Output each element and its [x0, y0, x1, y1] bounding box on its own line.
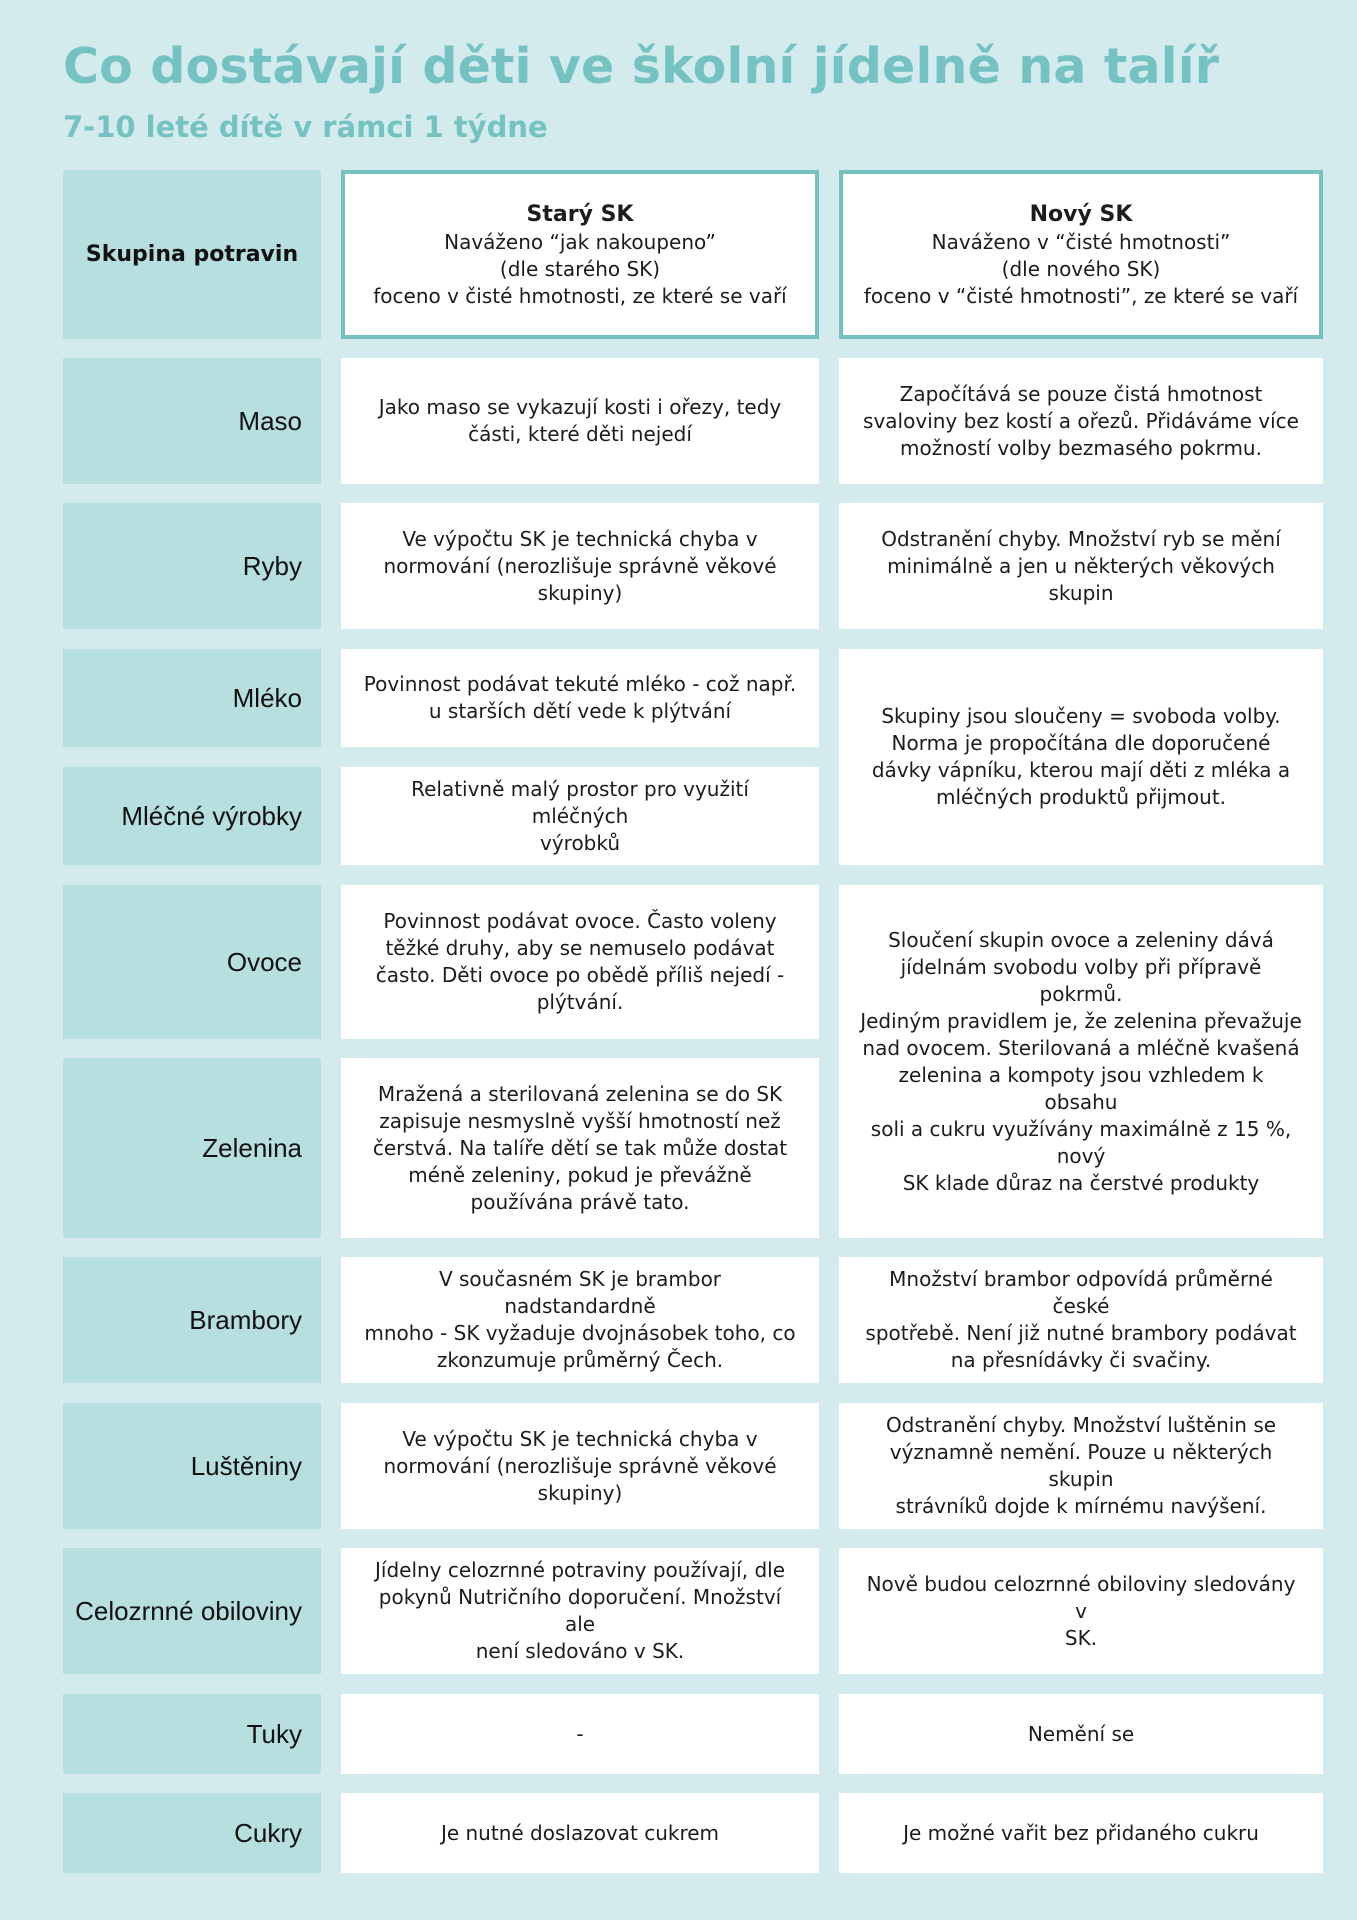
header-old-line3: foceno v čisté hmotnosti, ze které se vaří [373, 283, 787, 308]
header-old-sk [341, 170, 819, 339]
row-tuky-new: Nemění se [839, 1694, 1323, 1774]
row-mlecne-vyrobky-old: Relativně malý prostor pro využití mléčných výrobků [341, 767, 819, 865]
header-group-label: Skupina potravin [63, 170, 321, 339]
row-brambory-new: Množství brambor odpovídá průměrné české spotřebě. Není již nutné brambory podávat na přesnídávky či svačiny. [839, 1257, 1323, 1383]
row-ovoce-zelenina-new: Sloučení skupin ovoce a zeleniny dává jídelnám svobodu volby při přípravě pokrmů. Jediným pravidlem je, že zelenina převažuje nad ovocem. Sterilovaná a mléčně kvašená zelenina a kompoty jsou vzhledem k obsahu soli a cukru využívány maximálně z 15 %, nový SK klade důraz na čerstvé produkty [839, 885, 1323, 1238]
page-subtitle: 7-10 leté dítě v rámci 1 týdne [63, 110, 548, 144]
header-new-line1: Naváženo v “čisté hmotnosti” [931, 229, 1231, 254]
row-lusteniny-old: Ve výpočtu SK je technická chyba v normování (nerozlišuje správně věkové skupiny) [341, 1403, 819, 1529]
header-new-heading: Nový SK [1029, 201, 1133, 227]
row-ryby-old: Ve výpočtu SK je technická chyba v normování (nerozlišuje správně věkové skupiny) [341, 503, 819, 629]
row-label-mlecne-vyrobky: Mléčné výrobky [63, 767, 321, 865]
page-title: Co dostávají děti ve školní jídelně na talíř [63, 38, 1220, 95]
header-old-line1: Naváženo “jak nakoupeno” [444, 229, 716, 254]
row-mleko-mlecne-new: Skupiny jsou sloučeny = svoboda volby. Norma je propočítána dle doporučené dávky vápníku, kterou mají děti z mléka a mléčných produktů přijmout. [839, 649, 1323, 865]
row-label-lusteniny: Luštěniny [63, 1403, 321, 1529]
row-tuky-old: - [341, 1694, 819, 1774]
row-cukry-new: Je možné vařit bez přidaného cukru [839, 1793, 1323, 1873]
row-label-ryby: Ryby [63, 503, 321, 629]
header-new-sk [839, 170, 1323, 339]
header-new-line3: foceno v “čisté hmotnosti”, ze které se vaří [863, 283, 1299, 308]
row-mleko-old: Povinnost podávat tekuté mléko - což např. u starších dětí vede k plýtvání [341, 649, 819, 747]
row-maso-old: Jako maso se vykazují kosti i ořezy, tedy části, které děti nejedí [341, 358, 819, 484]
row-label-zelenina: Zelenina [63, 1058, 321, 1238]
header-new-line2: (dle nového SK) [1001, 256, 1161, 281]
row-brambory-old: V současném SK je brambor nadstandardně mnoho - SK vyžaduje dvojnásobek toho, co zkonzumuje průměrný Čech. [341, 1257, 819, 1383]
row-cukry-old: Je nutné doslazovat cukrem [341, 1793, 819, 1873]
row-celozrnne-obiloviny-new: Nově budou celozrnné obiloviny sledovány v SK. [839, 1548, 1323, 1674]
row-label-maso: Maso [63, 358, 321, 484]
row-label-celozrnne-obiloviny: Celozrnné obiloviny [63, 1548, 321, 1674]
row-zelenina-old: Mražená a sterilovaná zelenina se do SK zapisuje nesmyslně vyšší hmotností než čerstvá. Na talíře dětí se tak může dostat méně zeleniny, pokud je převážně používána právě tato. [341, 1058, 819, 1238]
row-maso-new: Započítává se pouze čistá hmotnost svaloviny bez kostí a ořezů. Přidáváme více možností volby bezmasého pokrmu. [839, 358, 1323, 484]
row-label-mleko: Mléko [63, 649, 321, 747]
row-label-cukry: Cukry [63, 1793, 321, 1873]
row-lusteniny-new: Odstranění chyby. Množství luštěnin se významně nemění. Pouze u některých skupin strávníků dojde k mírnému navýšení. [839, 1403, 1323, 1529]
row-label-ovoce: Ovoce [63, 885, 321, 1039]
header-old-heading: Starý SK [526, 201, 634, 227]
row-label-tuky: Tuky [63, 1694, 321, 1774]
row-label-brambory: Brambory [63, 1257, 321, 1383]
header-old-line2: (dle starého SK) [499, 256, 661, 281]
row-celozrnne-obiloviny-old: Jídelny celozrnné potraviny používají, dle pokynů Nutričního doporučení. Množství ale není sledováno v SK. [341, 1548, 819, 1674]
row-ovoce-old: Povinnost podávat ovoce. Často voleny těžké druhy, aby se nemuselo podávat často. Děti ovoce po obědě příliš nejedí - plýtvání. [341, 885, 819, 1039]
row-ryby-new: Odstranění chyby. Množství ryb se mění minimálně a jen u některých věkových skupin [839, 503, 1323, 629]
